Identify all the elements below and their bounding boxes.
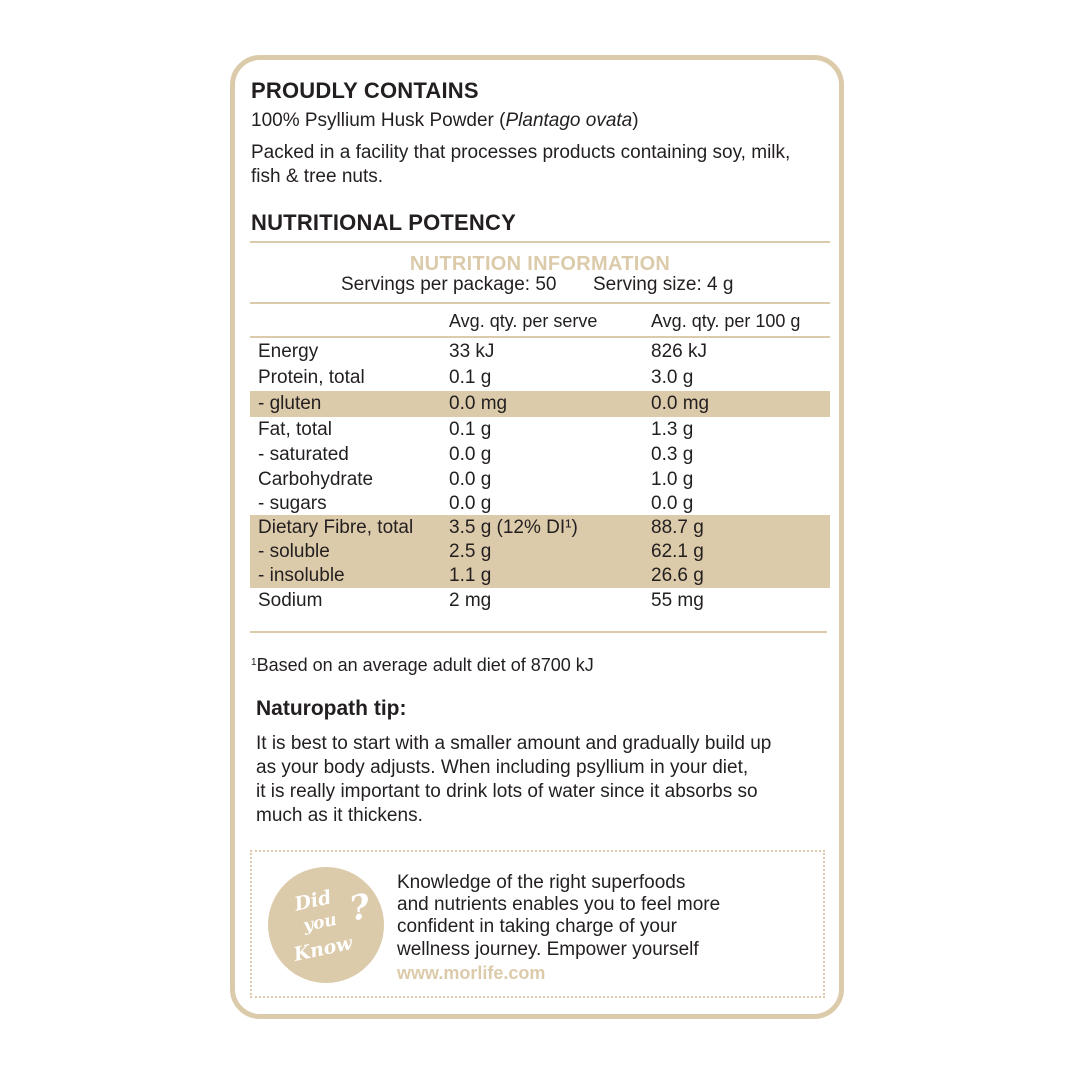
per-100g-value: 88.7 g <box>651 517 704 538</box>
tip-line-3: it is really important to drink lots of water since it absorbs so <box>256 781 758 802</box>
allergen-line-2: fish & tree nuts. <box>251 166 384 187</box>
per-100g-value: 0.0 g <box>651 493 694 514</box>
per-100g-value: 55 mg <box>651 590 704 611</box>
table-row <box>250 589 830 613</box>
website-link[interactable]: www.morlife.com <box>397 963 546 983</box>
nutrient-name: - gluten <box>258 393 322 414</box>
tip-heading: Naturopath tip: <box>256 697 407 720</box>
table-row <box>250 516 830 540</box>
footnote <box>251 652 594 676</box>
column-header: Avg. qty. per 100 g <box>651 311 801 331</box>
dyk-line-1: Knowledge of the right superfoods <box>397 872 686 893</box>
footnote-mark: 1 <box>251 657 257 668</box>
table-row <box>250 340 830 364</box>
per-serve-value: 3.5 g (12% DI¹) <box>449 517 578 538</box>
nutrient-name: - saturated <box>258 444 349 465</box>
table-row <box>250 540 830 564</box>
table-row <box>250 366 830 390</box>
per-serve-value: 2.5 g <box>449 541 492 562</box>
tip-line-4: much as it thickens. <box>256 805 423 826</box>
badge-word-did: Did <box>292 886 334 916</box>
per-serve-value: 0.0 g <box>449 469 492 490</box>
dyk-line-4: wellness journey. Empower yourself <box>397 939 699 960</box>
divider <box>250 241 830 243</box>
nutrition-title: NUTRITION INFORMATION <box>409 253 671 275</box>
nutrition-column-headers <box>250 309 830 333</box>
question-mark-icon: ? <box>346 886 374 930</box>
per-100g-value: 3.0 g <box>651 367 694 388</box>
ingredient-line: 100% Psyllium Husk Powder (Plantago ovata) <box>251 110 639 131</box>
table-row <box>250 418 830 442</box>
badge-word-know: Know <box>291 932 355 966</box>
per-serve-value: 0.1 g <box>449 367 492 388</box>
per-100g-value: 62.1 g <box>651 541 704 562</box>
per-serve-value: 2 mg <box>449 590 492 611</box>
table-row <box>250 468 830 492</box>
nutrient-name: Protein, total <box>258 367 365 388</box>
servings-per-package: Servings per package: 50 <box>341 274 557 295</box>
nutrient-name: Energy <box>258 341 319 362</box>
tip-line-2: as your body adjusts. When including psyllium in your diet, <box>256 757 749 778</box>
table-row <box>250 392 830 416</box>
footnote-text: Based on an average adult diet of 8700 kJ <box>256 655 594 675</box>
per-100g-value: 0.3 g <box>651 444 694 465</box>
per-serve-value: 0.0 g <box>449 493 492 514</box>
per-serve-value: 0.0 mg <box>449 393 508 414</box>
divider <box>250 336 830 338</box>
per-serve-value: 0.1 g <box>449 419 492 440</box>
per-100g-value: 826 kJ <box>651 341 707 362</box>
column-header: Avg. qty. per serve <box>449 311 598 331</box>
nutrient-name: - insoluble <box>258 565 345 586</box>
nutrient-name: Fat, total <box>258 419 332 440</box>
divider <box>250 631 827 633</box>
allergen-line-1: Packed in a facility that processes products containing soy, milk, <box>251 142 791 163</box>
divider <box>250 302 830 304</box>
per-100g-value: 1.3 g <box>651 419 694 440</box>
per-100g-value: 26.6 g <box>651 565 704 586</box>
per-serve-value: 33 kJ <box>449 341 495 362</box>
table-row <box>250 492 830 516</box>
per-serve-value: 0.0 g <box>449 444 492 465</box>
per-100g-value: 0.0 mg <box>651 393 710 414</box>
potency-heading: NUTRITIONAL POTENCY <box>251 210 516 235</box>
dyk-line-2: and nutrients enables you to feel more <box>397 894 721 915</box>
serving-size: Serving size: 4 g <box>593 274 734 295</box>
nutrient-name: - sugars <box>258 493 327 514</box>
per-100g-value: 1.0 g <box>651 469 694 490</box>
tip-line-1: It is best to start with a smaller amount and gradually build up <box>256 733 772 754</box>
nutrient-name: - soluble <box>258 541 330 562</box>
badge-word-you: you <box>301 909 339 937</box>
table-row <box>250 443 830 467</box>
dyk-line-3: confident in taking charge of your <box>397 916 677 937</box>
contains-heading: PROUDLY CONTAINS <box>251 78 479 103</box>
nutrient-name: Carbohydrate <box>258 469 374 490</box>
nutrient-name: Dietary Fibre, total <box>258 517 414 538</box>
nutrient-name: Sodium <box>258 590 323 611</box>
table-row <box>250 564 830 588</box>
per-serve-value: 1.1 g <box>449 565 492 586</box>
